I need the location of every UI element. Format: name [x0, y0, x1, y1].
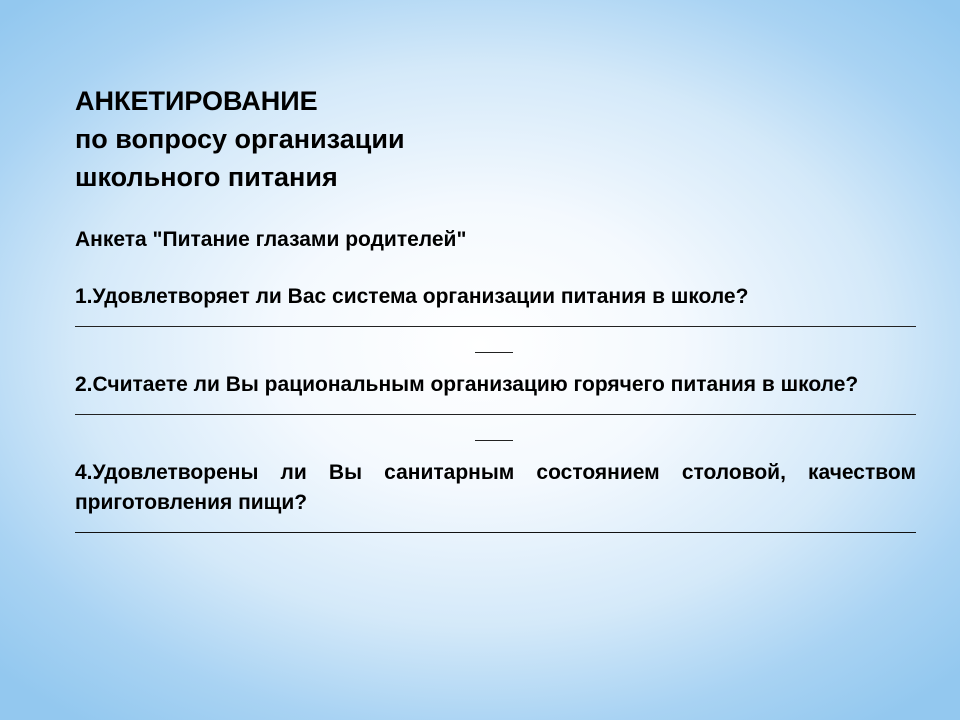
answer-continuation-1 — [75, 342, 916, 370]
answer-stub-2 — [475, 440, 513, 441]
answer-rule-1 — [75, 326, 916, 327]
answer-rule-3 — [75, 532, 916, 533]
slide-title — [75, 82, 916, 196]
title-line-1: АНКЕТИРОВАНИЕ — [75, 86, 318, 116]
slide-content — [75, 82, 916, 548]
answer-rule-2 — [75, 414, 916, 415]
question-1: 1.Удовлетворяет ли Вас система организации питания в школе? — [75, 285, 749, 308]
question-2: 2.Считаете ли Вы рациональным организацию горячего питания в школе? — [75, 373, 859, 396]
question-list — [75, 282, 916, 548]
title-line-3: школьного питания — [75, 162, 338, 192]
survey-name: Анкета "Питание глазами родителей" — [75, 228, 467, 251]
answer-continuation-2 — [75, 430, 916, 458]
title-line-2: по вопросу организации — [75, 124, 405, 154]
answer-stub-1 — [475, 352, 513, 353]
answer-line-2 — [75, 400, 916, 430]
answer-line-1 — [75, 312, 916, 342]
answer-line-3 — [75, 518, 916, 548]
question-3: 4.Удовлетворены ли Вы санитарным состоянием столовой, качеством приготовления пищи? — [75, 461, 916, 514]
